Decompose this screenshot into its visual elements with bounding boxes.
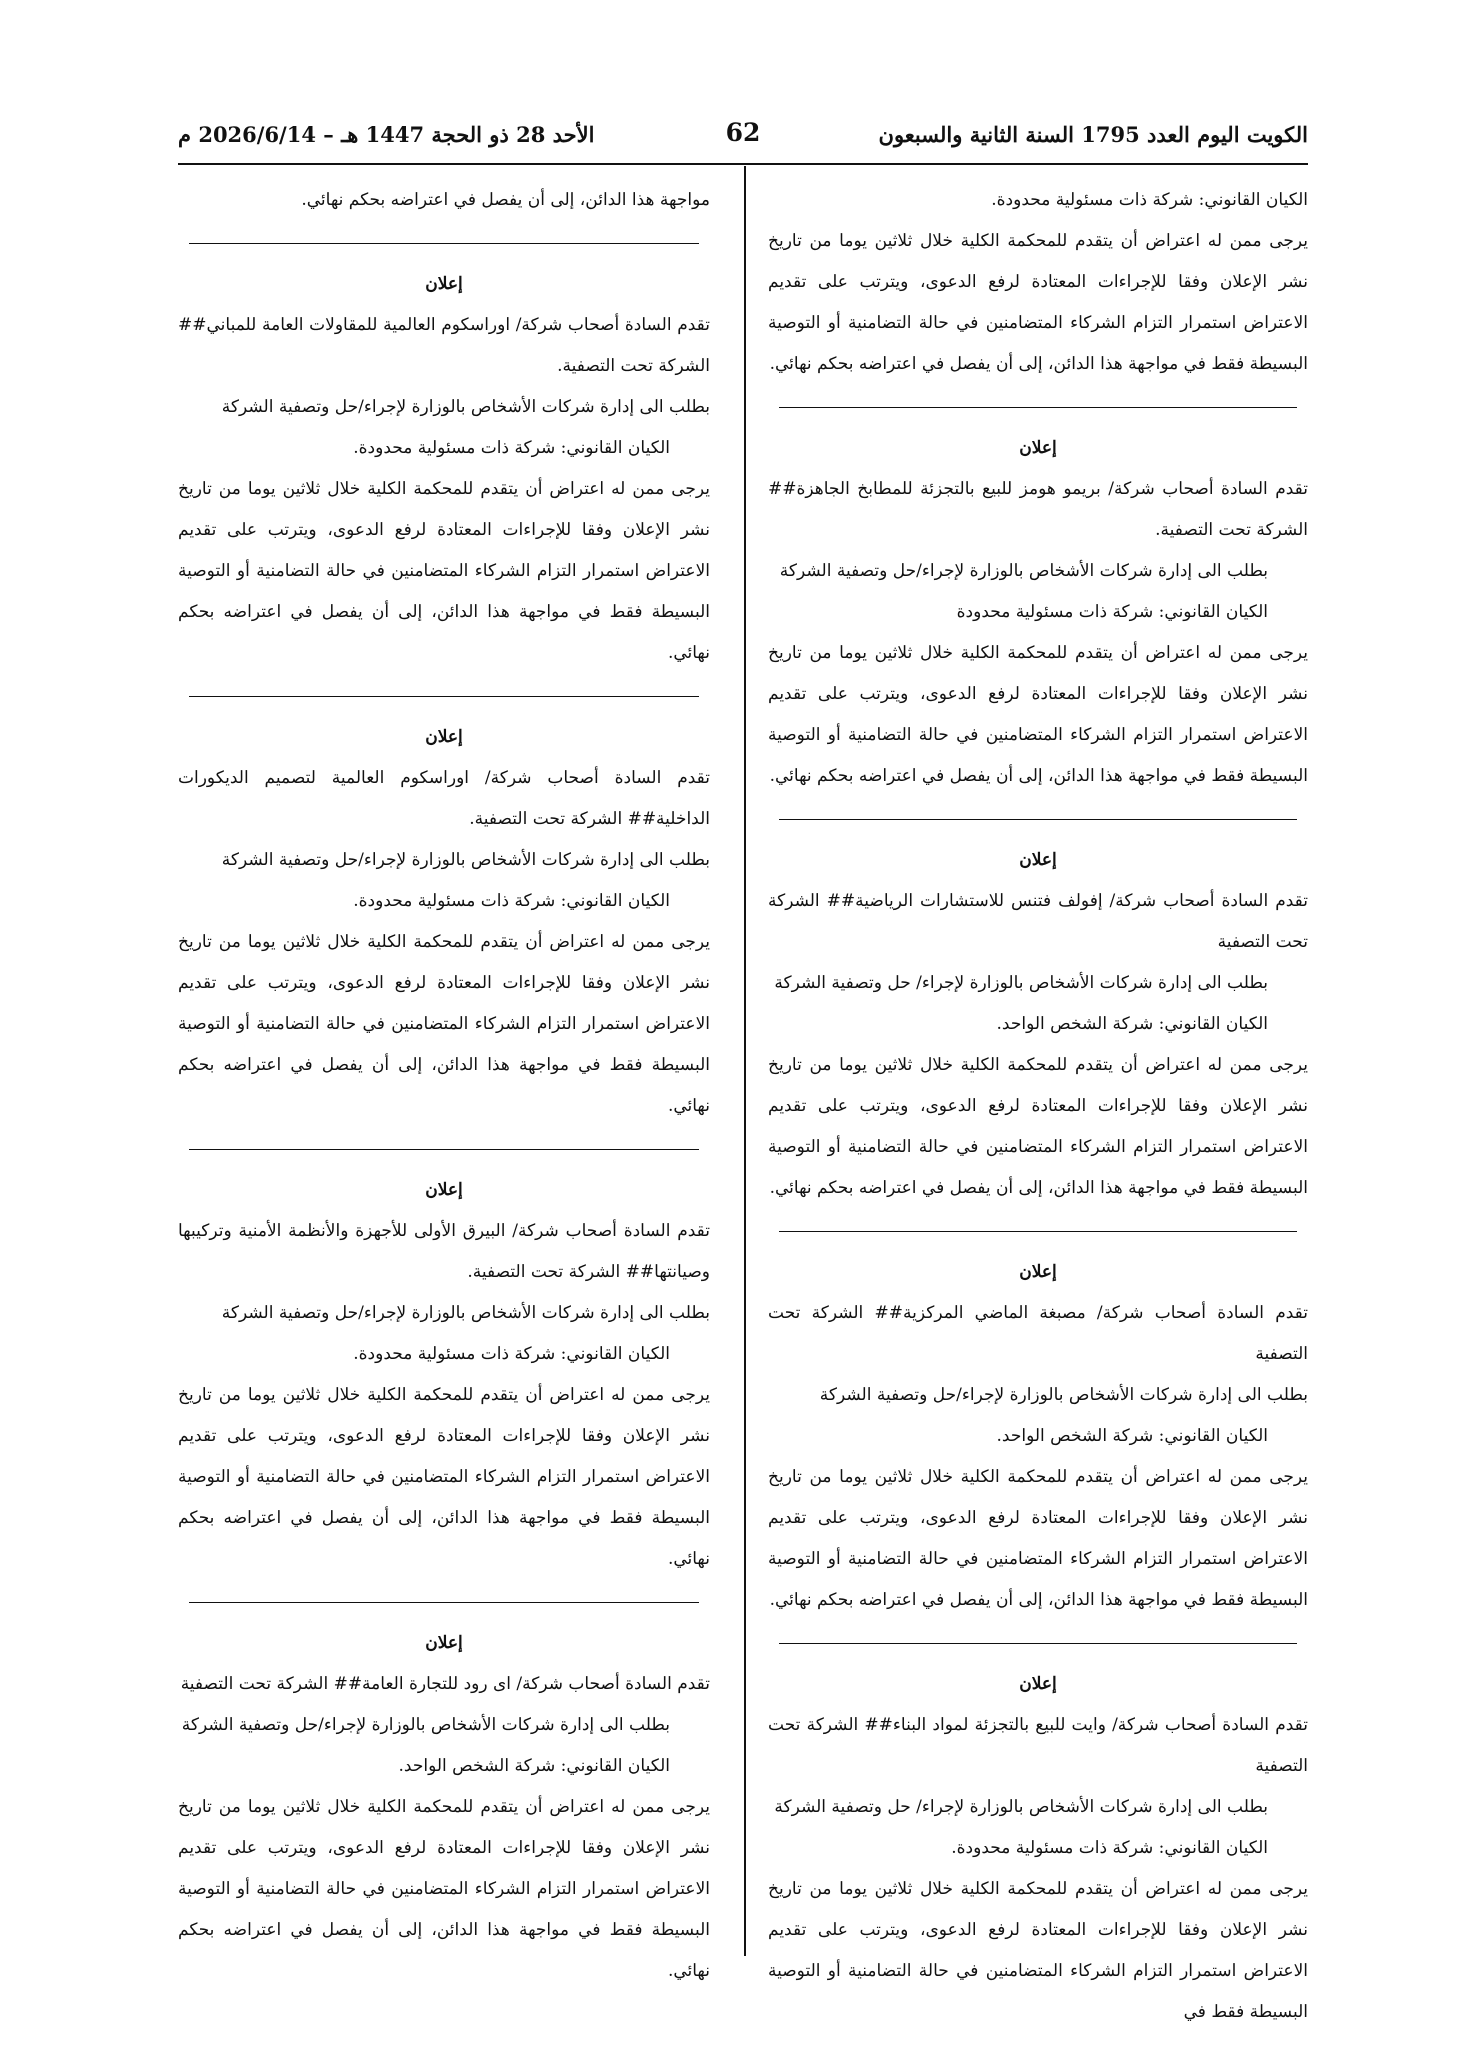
page-header: [178, 118, 1308, 160]
notice-paragraph: الكيان القانوني: شركة ذات مسئولية محدودة.: [353, 891, 670, 911]
notice-title: إعلان: [425, 274, 463, 294]
notice-paragraph: تقدم السادة أصحاب شركة/ اى رود للتجارة العامة## الشركة تحت التصفية: [180, 1674, 710, 1694]
notice: [768, 428, 1308, 797]
notice-paragraph: بطلب الى إدارة شركات الأشخاص بالوزارة لإجراء/حل وتصفية الشركة: [221, 850, 710, 870]
notice-paragraph: الكيان القانوني: شركة الشخص الواحد.: [996, 1014, 1268, 1034]
notice-title: إعلان: [425, 1180, 463, 1200]
notice-paragraph: تقدم السادة أصحاب شركة/ البيرق الأولى للأجهزة والأنظمة الأمنية وتركيبها وصيانتها## الشركة تحت التصفية.: [178, 1221, 710, 1282]
notice-paragraph: الكيان القانوني: شركة ذات مسئولية محدودة.: [353, 438, 670, 458]
notice-paragraph: تقدم السادة أصحاب شركة/ إفولف فتنس للاستشارات الرياضية## الشركة تحت التصفية: [768, 891, 1308, 952]
left-column: [178, 180, 710, 1992]
notice-separator: [779, 1643, 1297, 1644]
notice-paragraph: بطلب الى إدارة شركات الأشخاص بالوزارة لإجراء/حل وتصفية الشركة: [819, 1385, 1308, 1405]
notice-paragraph: بطلب الى إدارة شركات الأشخاص بالوزارة لإجراء/حل وتصفية الشركة: [221, 1303, 710, 1323]
notice-paragraph: تقدم السادة أصحاب شركة/ وايت للبيع بالتجزئة لمواد البناء## الشركة تحت التصفية: [768, 1715, 1308, 1776]
notice: [768, 1664, 1308, 2033]
notice-paragraph: الكيان القانوني: شركة الشخص الواحد.: [996, 1426, 1268, 1446]
right-column: [768, 180, 1308, 2033]
gazette-issue-info: الكويت اليوم العدد 1795 السنة الثانية والسبعون: [878, 122, 1308, 147]
notice-paragraph: يرجى ممن له اعتراض أن يتقدم للمحكمة الكلية خلال ثلاثين يوما من تاريخ نشر الإعلان وفقا للإجراءات المعتادة لرفع الدعوى، ويترتب على تقديم الاعتراض استمرار التزام الشركاء المتضامنين في حالة التضامنية أو التوصية البسيطة فقط في مواجهة هذا الدائن، إلى أن يفصل في اعتراضه بحكم نهائي.: [178, 479, 710, 663]
notice-paragraph: بطلب الى إدارة شركات الأشخاص بالوزارة لإجراء/حل وتصفية الشركة: [181, 1715, 670, 1735]
notice-paragraph: يرجى ممن له اعتراض أن يتقدم للمحكمة الكلية خلال ثلاثين يوما من تاريخ نشر الإعلان وفقا للإجراءات المعتادة لرفع الدعوى، ويترتب على تقديم الاعتراض استمرار التزام الشركاء المتضامنين في حالة التضامنية أو التوصية البسيطة فقط في: [768, 1879, 1308, 2022]
notice-separator: [189, 243, 700, 244]
notice-paragraph: بطلب الى إدارة شركات الأشخاص بالوزارة لإجراء/ حل وتصفية الشركة: [774, 973, 1268, 993]
notice-paragraph: تقدم السادة أصحاب شركة/ بريمو هومز للبيع بالتجزئة للمطابخ الجاهزة## الشركة تحت التصفية.: [768, 479, 1308, 540]
notice-paragraph: يرجى ممن له اعتراض أن يتقدم للمحكمة الكلية خلال ثلاثين يوما من تاريخ نشر الإعلان وفقا للإجراءات المعتادة لرفع الدعوى، ويترتب على تقديم الاعتراض استمرار التزام الشركاء المتضامنين في حالة التضامنية أو التوصية البسيطة فقط في مواجهة هذا الدائن، إلى أن يفصل في اعتراضه بحكم نهائي.: [768, 643, 1308, 786]
notice-paragraph: بطلب الى إدارة شركات الأشخاص بالوزارة لإجراء/ حل وتصفية الشركة: [774, 1797, 1268, 1817]
notice-separator: [189, 1149, 700, 1150]
notice-paragraph: تقدم السادة أصحاب شركة/ اوراسكوم العالمية للمقاولات العامة للمباني## الشركة تحت التصفية.: [178, 315, 710, 376]
notice-paragraph: تقدم السادة أصحاب شركة/ مصبغة الماضي المركزية## الشركة تحت التصفية: [768, 1303, 1308, 1364]
notice: [178, 717, 710, 1127]
notice: [178, 1623, 710, 1992]
continued-paragraph: الكيان القانوني: شركة ذات مسئولية محدودة.: [991, 190, 1308, 210]
notice: [768, 840, 1308, 1209]
notice-paragraph: الكيان القانوني: شركة ذات مسئولية محدودة.: [353, 1344, 670, 1364]
notice-title: إعلان: [1019, 850, 1057, 870]
notice-paragraph: يرجى ممن له اعتراض أن يتقدم للمحكمة الكلية خلال ثلاثين يوما من تاريخ نشر الإعلان وفقا للإجراءات المعتادة لرفع الدعوى، ويترتب على تقديم الاعتراض استمرار التزام الشركاء المتضامنين في حالة التضامنية أو التوصية البسيطة فقط في مواجهة هذا الدائن، إلى أن يفصل في اعتراضه بحكم نهائي.: [768, 1055, 1308, 1198]
notice-title: إعلان: [1019, 1674, 1057, 1694]
notice: [768, 1252, 1308, 1621]
continued-paragraph: يرجى ممن له اعتراض أن يتقدم للمحكمة الكلية خلال ثلاثين يوما من تاريخ نشر الإعلان وفقا للإجراءات المعتادة لرفع الدعوى، ويترتب على تقديم الاعتراض استمرار التزام الشركاء المتضامنين في حالة التضامنية أو التوصية البسيطة فقط في مواجهة هذا الدائن، إلى أن يفصل في اعتراضه بحكم نهائي.: [768, 231, 1308, 374]
notice-paragraph: يرجى ممن له اعتراض أن يتقدم للمحكمة الكلية خلال ثلاثين يوما من تاريخ نشر الإعلان وفقا للإجراءات المعتادة لرفع الدعوى، ويترتب على تقديم الاعتراض استمرار التزام الشركاء المتضامنين في حالة التضامنية أو التوصية البسيطة فقط في مواجهة هذا الدائن، إلى أن يفصل في اعتراضه بحكم نهائي.: [178, 932, 710, 1116]
notice-paragraph: تقدم السادة أصحاب شركة/ اوراسكوم العالمية لتصميم الديكورات الداخلية## الشركة تحت التصفية.: [178, 768, 710, 829]
notice-paragraph: يرجى ممن له اعتراض أن يتقدم للمحكمة الكلية خلال ثلاثين يوما من تاريخ نشر الإعلان وفقا للإجراءات المعتادة لرفع الدعوى، ويترتب على تقديم الاعتراض استمرار التزام الشركاء المتضامنين في حالة التضامنية أو التوصية البسيطة فقط في مواجهة هذا الدائن، إلى أن يفصل في اعتراضه بحكم نهائي.: [178, 1797, 710, 1981]
notice: [178, 264, 710, 674]
notice-paragraph: الكيان القانوني: شركة الشخص الواحد.: [398, 1756, 670, 1776]
notice: [178, 1170, 710, 1580]
notice-separator: [189, 1602, 700, 1603]
notice-paragraph: بطلب الى إدارة شركات الأشخاص بالوزارة لإجراء/حل وتصفية الشركة: [221, 397, 710, 417]
issue-date: الأحد 28 ذو الحجة 1447 هـ – 2026/6/14 م: [178, 122, 595, 147]
page-number: 62: [725, 118, 761, 147]
notice-separator: [779, 1231, 1297, 1232]
notice-title: إعلان: [1019, 1262, 1057, 1282]
notice-separator: [189, 696, 700, 697]
notice-title: إعلان: [425, 1633, 463, 1653]
header-rule: [178, 163, 1308, 165]
continued-paragraph: مواجهة هذا الدائن، إلى أن يفصل في اعتراضه بحكم نهائي.: [301, 190, 710, 210]
notice-separator: [779, 819, 1297, 820]
notice-paragraph: الكيان القانوني: شركة ذات مسئولية محدودة: [956, 602, 1268, 622]
notice-paragraph: يرجى ممن له اعتراض أن يتقدم للمحكمة الكلية خلال ثلاثين يوما من تاريخ نشر الإعلان وفقا للإجراءات المعتادة لرفع الدعوى، ويترتب على تقديم الاعتراض استمرار التزام الشركاء المتضامنين في حالة التضامنية أو التوصية البسيطة فقط في مواجهة هذا الدائن، إلى أن يفصل في اعتراضه بحكم نهائي.: [178, 1385, 710, 1569]
notice-paragraph: بطلب الى إدارة شركات الأشخاص بالوزارة لإجراء/حل وتصفية الشركة: [779, 561, 1268, 581]
notice-paragraph: يرجى ممن له اعتراض أن يتقدم للمحكمة الكلية خلال ثلاثين يوما من تاريخ نشر الإعلان وفقا للإجراءات المعتادة لرفع الدعوى، ويترتب على تقديم الاعتراض استمرار التزام الشركاء المتضامنين في حالة التضامنية أو التوصية البسيطة فقط في مواجهة هذا الدائن، إلى أن يفصل في اعتراضه بحكم نهائي.: [768, 1467, 1308, 1610]
notice-paragraph: الكيان القانوني: شركة ذات مسئولية محدودة.: [951, 1838, 1268, 1858]
notice-title: إعلان: [425, 727, 463, 747]
column-divider: [744, 166, 746, 1956]
notice-separator: [779, 407, 1297, 408]
notice-title: إعلان: [1019, 438, 1057, 458]
